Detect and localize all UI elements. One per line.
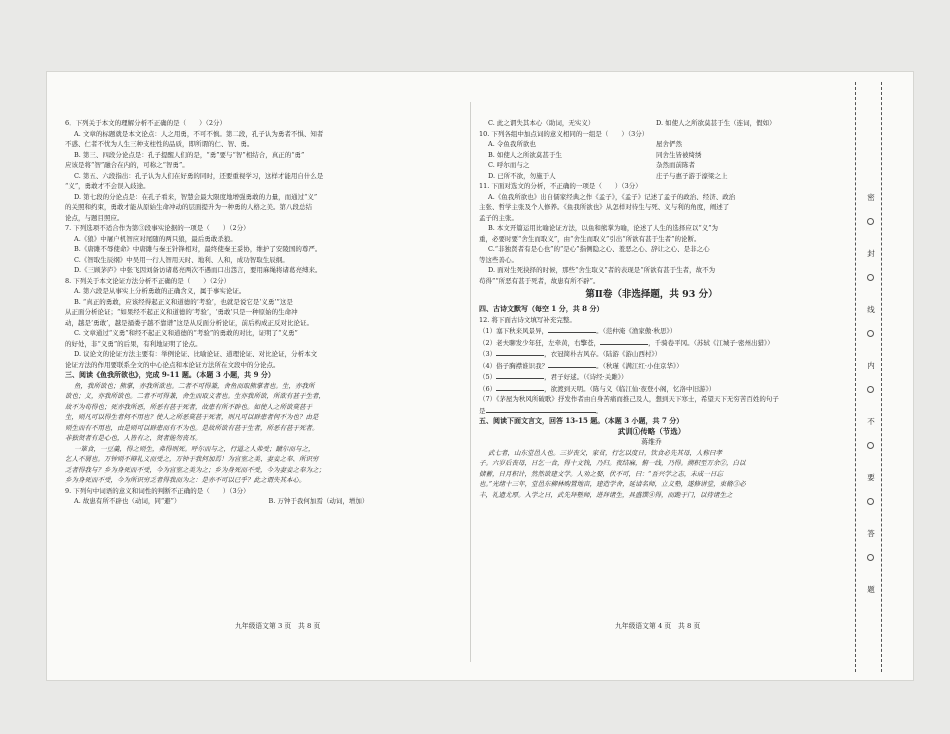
q10-option-phrase-2: 同舍生皆被绮绣 bbox=[656, 150, 702, 159]
passage-text-line: 储蓄，日月积计，然然欲建文学。人劝之娶，伏不可，曰：“吾兴学之志，未成一日忘 bbox=[479, 469, 723, 478]
seal-dashed-line-inner bbox=[881, 82, 882, 672]
left-text-line: 应该是将“智”融合在内的，可称之“智勇”。 bbox=[65, 161, 189, 169]
left-page bbox=[65, 72, 463, 680]
q11-text-line: A.《鱼我所欲也》出自儒家经典之作《孟子》，《孟子》记述了孟子的政治、经济、政治 bbox=[488, 192, 736, 201]
q10-option-phrase-1: C. 呼尔而与之 bbox=[488, 161, 530, 169]
section-2-header: 第Ⅱ卷（非选择题，共 93 分） bbox=[585, 289, 718, 300]
q12-item-post: ，欲渡到天明。（陈与义《临江仙·夜登小阁，忆洛中旧游》） bbox=[544, 384, 716, 393]
q10-option-row bbox=[479, 150, 824, 161]
q12-item-7-blank[interactable] bbox=[486, 405, 596, 413]
seal-circle-mark bbox=[867, 330, 874, 337]
left-text-line: 则生而有不用也，由是则可以辟患而有不为也。是故所欲有甚于生者，所恶有甚于死者。 bbox=[65, 423, 319, 432]
left-text-line: “义”，勇敢才不会误入歧途。 bbox=[65, 182, 150, 190]
left-page-footer: 九年级语文第 3 页 共 8 页 bbox=[235, 622, 321, 630]
seal-char: 不 bbox=[867, 417, 875, 426]
seal-char: 封 bbox=[867, 249, 875, 258]
q10-option-row bbox=[479, 139, 824, 150]
q12-answer-blank[interactable] bbox=[496, 371, 544, 379]
q10-option-phrase-1: A. 令鱼我所欲也 bbox=[488, 140, 536, 148]
seal-char: 密 bbox=[867, 193, 875, 202]
left-text-line: 动，越是‘勇敢’，越是捅娄子越不靠谱”这是从反面分析论证，前后构成正反对比论证。 bbox=[65, 318, 313, 327]
left-text-line: 乏者得我与？乡为身死而不受，今为宫室之美为之；乡为身死而不受，今为妻妾之奉为之； bbox=[65, 465, 325, 474]
passage-author: 蒋维乔 bbox=[641, 438, 662, 446]
q12-item-pre: （3） bbox=[479, 350, 497, 358]
q10-stem: 10. 下列各组中加点词的意义相同的一组是（ ）（3分） bbox=[479, 129, 649, 138]
q11-text-line: D. 面对生死抉择的时候，那些“舍生取义”者的表现是“所欲有甚于生者，故不为 bbox=[488, 266, 716, 274]
q9-option-c: C. 此之谓失其本心（助词，无实义） bbox=[488, 119, 595, 127]
section-4-title: 四、古诗文默写（每空 1 分，共 8 分） bbox=[479, 304, 604, 313]
left-text-line: B.《唐雎不辱使命》中唐雎与秦王针锋相对，最终使秦王妥协，维护了安陵国的尊严。 bbox=[74, 245, 322, 253]
q11-text-line: 主张、哲学主张及个人修养。《鱼我所欲也》从怎样对待生与死、义与利的角度，阐述了 bbox=[479, 203, 730, 211]
left-text-line: 的关照和约束，勇敢才能从原始生命冲动的层面提升为一种勇的人格之美。第八段总结 bbox=[65, 203, 312, 211]
seal-char: 内 bbox=[867, 361, 875, 370]
q12-item bbox=[479, 360, 824, 372]
left-text-line: 6．下列关于本文的理解分析不正确的是（ ）（2分） bbox=[65, 119, 227, 127]
left-text-line: 一箪食，一豆羹，得之则生，弗得则死。呼尔而与之，行道之人弗受；蹴尔而与之， bbox=[74, 444, 315, 453]
seal-margin-strip bbox=[837, 72, 913, 680]
q12-item bbox=[479, 348, 824, 360]
q11-lines bbox=[479, 181, 824, 286]
q12-item-post: ，君子好逑。（《诗经·关雎》） bbox=[544, 373, 628, 381]
q11-text-line: C.“非独贤者有是心也”的“是心”指侧隐之心、羞恶之心、辞让之心、是非之心 bbox=[488, 245, 710, 253]
seal-char: 题 bbox=[867, 585, 875, 594]
left-text-line: 乡为身死而不受，今为所识穷乏者得我而为之：是亦不可以已乎？此之谓失其本心。 bbox=[65, 476, 306, 484]
q12-item-7-stem: （7）《茅屋为秋风所破歌》抒发作者由自身苦痛而推己及人，想到天下寒士，希望天下无穷苦百姓的句子 bbox=[479, 395, 779, 403]
left-text-line: B. “真正的勇敢，应该经得起正义和道德的‘考验’，也就是说它是‘义勇’”这是 bbox=[74, 297, 293, 306]
q12-item-pre: （2）老夫聊发少年狂，左牵黄，右擎苍， bbox=[479, 338, 601, 347]
q12-answer-blank[interactable] bbox=[548, 360, 596, 368]
right-page bbox=[479, 72, 824, 680]
q12-item-pre: （1）塞下秋来风景异， bbox=[479, 327, 549, 335]
q12-answer-blank[interactable] bbox=[496, 383, 544, 391]
q9-options bbox=[65, 496, 463, 507]
seal-char: 线 bbox=[867, 305, 875, 314]
q12-item-post: ，千骑卷平冈。（苏轼《江城子·密州出猎》） bbox=[648, 338, 774, 347]
left-text-line: C. 文章通过“义勇”和经不起正义和道德的“考验”的勇敢的对比，证明了“义勇” bbox=[74, 329, 298, 337]
q11-text-line: 等这些善心。 bbox=[479, 255, 518, 264]
left-text-line: 鱼，我所欲也；熊掌，亦我所欲也。二者不可得兼，舍鱼而取熊掌者也。生，亦我所 bbox=[74, 381, 315, 390]
right-page-content bbox=[479, 118, 824, 500]
passage-text-line: 丰，礼遗尤厚。入学之日，武先拜塾师，进拜诸生，具盛馔④得，而跪于门，以待诸生之 bbox=[479, 490, 733, 499]
page-divider bbox=[470, 102, 471, 662]
left-text-line: C. 第五、六段指出：孔子认为人们在好勇的同时，还要重视学习，这样才能用自什么是 bbox=[74, 171, 324, 180]
q10-option-phrase-2: 杂然而前陈者 bbox=[656, 161, 695, 169]
left-text-line: 三、阅读《鱼我所欲也》，完成 9-11 题。（本题 3 小题，共 9 分） bbox=[65, 370, 275, 379]
q10-option-phrase-2: 屋舍俨然 bbox=[656, 140, 682, 148]
passage-text-line: 也。”光绪十三年，堂邑东柳林购置地亩，建造学舍，延请名师，立义塾，遂修讲堂，束脩③必 bbox=[479, 480, 746, 488]
section-5-title: 五、阅读下面文言文，回答 13-15 题。（本题 3 小题，共 7 分） bbox=[479, 416, 684, 425]
left-text-line: C.《智取生辰纲》中吴用一行人智用天时、地利、人和，成功智取生辰纲。 bbox=[74, 255, 289, 264]
q9-option-b: B. 万钟于我何加焉（动词，增加） bbox=[268, 497, 369, 505]
left-text-line: A. 第六段是从事实上分析勇敢的正确含义，属于事实论证。 bbox=[74, 287, 246, 295]
left-text-line: 9. 下列句中词语的意义和词性的判断不正确的是（ ）（3分） bbox=[65, 486, 250, 495]
q10-option-row bbox=[479, 160, 824, 171]
passage-lines bbox=[479, 448, 824, 501]
right-page-footer: 九年级语文第 4 页 共 8 页 bbox=[615, 622, 701, 630]
left-text-line: 生，则凡可以得生者何不用也？使人之所恶莫甚于死者，则凡可以辟患者何不为也？由是 bbox=[65, 413, 319, 421]
q12-item bbox=[479, 325, 824, 337]
seal-circle-mark bbox=[867, 498, 874, 505]
left-text-line: 7. 下列选项不适合作为第③段事实论据的一项是（ ）（2分） bbox=[65, 224, 250, 232]
q11-text-line: 苟得”“所恶有甚于死者，故患有所不辟”。 bbox=[479, 276, 600, 285]
q12-item-7-answer bbox=[479, 405, 824, 417]
q12-item-pre: （4）俗子胸襟谁识我？ bbox=[479, 361, 549, 370]
left-question-lines bbox=[65, 118, 463, 496]
q12-item bbox=[479, 371, 824, 383]
left-page-content bbox=[65, 118, 463, 507]
q9-option-a: A. 故患有所不辟也（动词，同“避”） bbox=[74, 497, 181, 505]
left-text-line: 故不为苟得也；死亦我所恶，所恶有甚于死者，故患有所不辟也。如使人之所欲莫甚于 bbox=[65, 402, 312, 411]
seal-circle-mark bbox=[867, 442, 874, 449]
left-text-line: 乞人不屑也。万钟则不辩礼义而受之，万钟于我何加焉！为宫室之美、妻妾之奉、所识穷 bbox=[65, 455, 319, 463]
q12-answer-blank[interactable] bbox=[496, 348, 544, 356]
q10-option-phrase-2: 庄子与惠子游于濠梁之上 bbox=[656, 171, 728, 180]
q12-answer-blank[interactable] bbox=[600, 337, 648, 345]
q12-item bbox=[479, 383, 824, 395]
seal-circle-mark bbox=[867, 386, 874, 393]
q11-text-line: 重，必要时要“舍生而取义”，由“舍生而取义”引出“所欲有甚于生者”的论断。 bbox=[479, 234, 701, 243]
left-text-line: B. 第三、四段分论点是：孔子提醒人们的是，“勇”要与“智”相结合，真正的“勇” bbox=[74, 150, 305, 159]
exam-sheet bbox=[47, 72, 913, 680]
seal-char: 要 bbox=[867, 473, 875, 482]
q10-options bbox=[479, 139, 824, 181]
left-text-line: 8. 下列关于本文论证方法分析不正确的是（ ）（2分） bbox=[65, 276, 231, 285]
q12-stem: 12. 将下面古诗文填写补充完整。 bbox=[479, 315, 576, 324]
left-text-line: 从正面分析论证；“如果经不起正义和道德的‘考验’，‘勇敢’只是一种原始的生命冲 bbox=[65, 308, 298, 316]
q11-text-line: 孟子的主张。 bbox=[479, 213, 518, 222]
passage-title: 武训①传略（节选） bbox=[617, 426, 686, 436]
q10-option-phrase-1: B. 如使人之所欲莫甚于生 bbox=[488, 150, 562, 159]
left-text-line: 不惑、仁者不忧为人生三种支柱性的品质，即所谓的仁、智、勇。 bbox=[65, 140, 254, 148]
left-text-line: 论点，与题目照应。 bbox=[65, 213, 124, 222]
left-text-line: D. 议论文的论证方法主要有：举例论证、比喻论证、道理论证、对比论证，分析本文 bbox=[74, 350, 318, 358]
left-text-line: A.《狼》中屠户机智应对尾随的两只狼，最后勇敢杀狼。 bbox=[74, 234, 237, 243]
passage-text-line: 武七者，山东堂邑人也。三岁丧父，家贫，行乞以度日，饮食必先其母，人称曰孝 bbox=[488, 448, 722, 457]
seal-char: 答 bbox=[867, 529, 875, 538]
q12-item-post: 。（秋瑾《满江红·小住京华》） bbox=[596, 361, 683, 370]
q10-option-row bbox=[479, 171, 824, 182]
q12-item-post: ，衣冠简朴古风存。（陆游《游山西村》） bbox=[544, 350, 662, 358]
seal-dashed-line-outer bbox=[855, 82, 856, 672]
q12-item-post: 。（范仲淹《渔家傲·秋思》） bbox=[596, 327, 677, 335]
seal-circle-mark bbox=[867, 554, 874, 561]
q12-item-pre: （6） bbox=[479, 384, 497, 393]
left-text-line: 非独贤者有是心也，人皆有之，贤者能勿丧耳。 bbox=[65, 434, 202, 442]
seal-circle-mark bbox=[867, 274, 874, 281]
left-text-line: 论证方法的作用要联系全文的中心论点和本论证方法所在文段中的分论点。 bbox=[65, 360, 280, 369]
q10-option-phrase-1: D. 已所不欲，勿施于人 bbox=[488, 171, 556, 180]
seal-circle-mark bbox=[867, 218, 874, 225]
left-text-line: A. 文章的标题就是本文论点：人之用勇，不可不慎。第二段，孔子认为勇者不惧、知者 bbox=[74, 129, 324, 138]
q12-items bbox=[479, 325, 824, 394]
q12-item bbox=[479, 337, 824, 349]
q11-text-line: 11. 下面对选文的分析，不正确的一项是（ ）（3分） bbox=[479, 182, 642, 190]
passage-text-line: 子。六岁后丧母，日乞一食，得十文钱，乃归。夜结麻，俯一线，乃得。溯积至万余②，白以 bbox=[479, 459, 746, 467]
left-text-line: 的好处，非“义勇”的后果，有利地证明了论点。 bbox=[65, 339, 202, 348]
left-text-line: D. 第七段的分论点是：在孔子看来，智慧会最大限度地增强勇敢的力量，而通过“义” bbox=[74, 192, 318, 201]
left-text-line: D.《三顾茅庐》中张飞因刘备访诸葛亮两次不遇而口出怨言，要用麻绳将诸葛亮缚来。 bbox=[74, 266, 322, 274]
left-text-line: 欲也；义，亦我所欲也。二者不可得兼，舍生而取义者也。生亦我所欲，所欲有甚于生者， bbox=[65, 392, 325, 400]
q11-text-line: B. 本文开篇运用比喻论证方法，以鱼和熊掌为喻，论述了人生的选择应以“义”为 bbox=[488, 224, 719, 232]
q12-answer-blank[interactable] bbox=[548, 325, 596, 333]
q9-option-d: D. 如使人之所欲莫甚于生（连词，假如） bbox=[656, 119, 776, 127]
q12-item-7-post: 。 bbox=[595, 406, 602, 415]
q12-item-pre: （5） bbox=[479, 373, 497, 381]
q12-item-7-pre: 是 bbox=[479, 406, 486, 415]
q9-options-continued bbox=[479, 118, 824, 129]
